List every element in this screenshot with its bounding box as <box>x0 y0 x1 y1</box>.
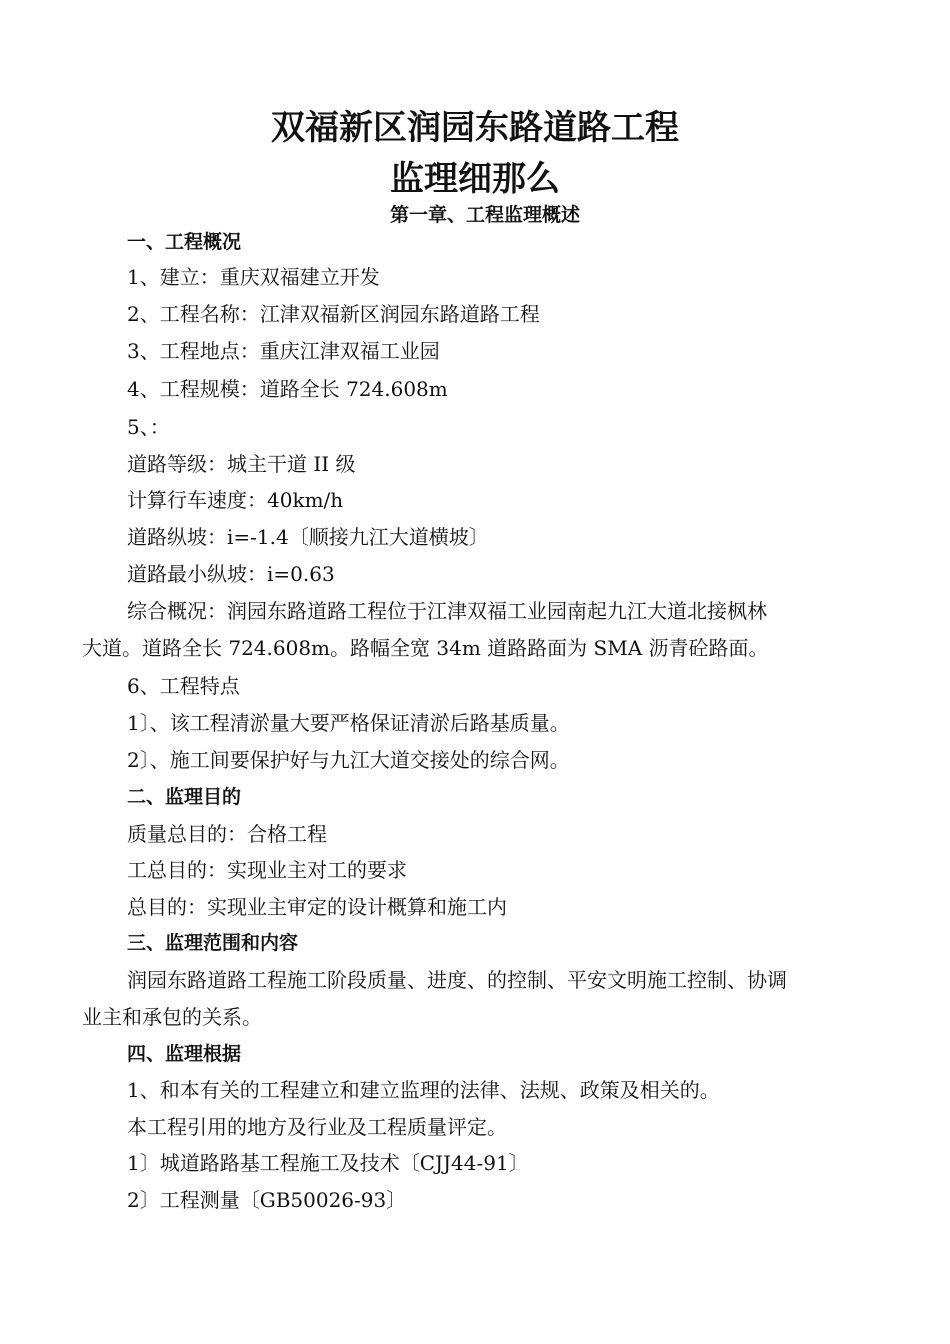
paragraph-line: 1、建立：重庆双福建立开发 <box>127 265 380 289</box>
paragraph-line: 1〕城道路路基工程施工及技术〔CJJ44-91〕 <box>127 1151 529 1175</box>
paragraph-line: 工总目的：实现业主对工的要求 <box>127 858 407 882</box>
paragraph-line: 道路等级：城主干道 II 级 <box>127 452 356 476</box>
paragraph-line: 道路最小纵坡：i=0.63 <box>127 562 335 586</box>
paragraph-line: 5、： <box>127 415 170 439</box>
document-title-line-2: 监理细那么 <box>390 159 560 199</box>
chapter-heading: 第一章、工程监理概述 <box>389 204 580 226</box>
paragraph-line: 4、工程规模：道路全长 724.608m <box>127 377 448 401</box>
paragraph-line: 综合概况：润园东路道路工程位于江津双福工业园南起九江大道北接枫林 <box>127 599 767 623</box>
paragraph-line: 润园东路道路工程施工阶段质量、进度、的控制、平安文明施工控制、协调 <box>127 968 787 992</box>
section-heading-objectives: 二、监理目的 <box>127 786 242 808</box>
paragraph-line: 1、和本有关的工程建立和建立监理的法律、法规、政策及相关的。 <box>127 1078 720 1102</box>
paragraph-line: 计算行车速度：40km/h <box>127 488 344 512</box>
paragraph-line: 2〕、施工间要保护好与九江大道交接处的综合网。 <box>127 748 570 772</box>
paragraph-line: 2〕工程测量〔GB50026-93〕 <box>127 1188 407 1212</box>
paragraph-line: 业主和承包的关系。 <box>82 1005 262 1029</box>
section-heading-basis: 四、监理根据 <box>127 1043 242 1065</box>
paragraph-line: 3、工程地点：重庆江津双福工业园 <box>127 339 440 363</box>
paragraph-line: 总目的：实现业主审定的设计概算和施工内 <box>127 895 507 919</box>
paragraph-line: 6、工程特点 <box>127 674 240 698</box>
section-heading-overview: 一、工程概况 <box>127 231 242 253</box>
paragraph-line: 质量总目的：合格工程 <box>127 822 327 846</box>
document-title-line-1: 双福新区润园东路道路工程 <box>271 108 679 148</box>
paragraph-line: 道路纵坡：i=-1.4〔顺接九江大道横坡〕 <box>127 525 489 549</box>
paragraph-line: 大道。道路全长 724.608m。路幅全宽 34m 道路路面为 SMA 沥青砼路面。 <box>82 636 769 660</box>
paragraph-line: 本工程引用的地方及行业及工程质量评定。 <box>127 1115 507 1139</box>
paragraph-line: 2、工程名称：江津双福新区润园东路道路工程 <box>127 302 540 326</box>
paragraph-line: 1〕、该工程清淤量大要严格保证清淤后路基质量。 <box>127 711 570 735</box>
section-heading-scope: 三、监理范围和内容 <box>127 932 299 954</box>
